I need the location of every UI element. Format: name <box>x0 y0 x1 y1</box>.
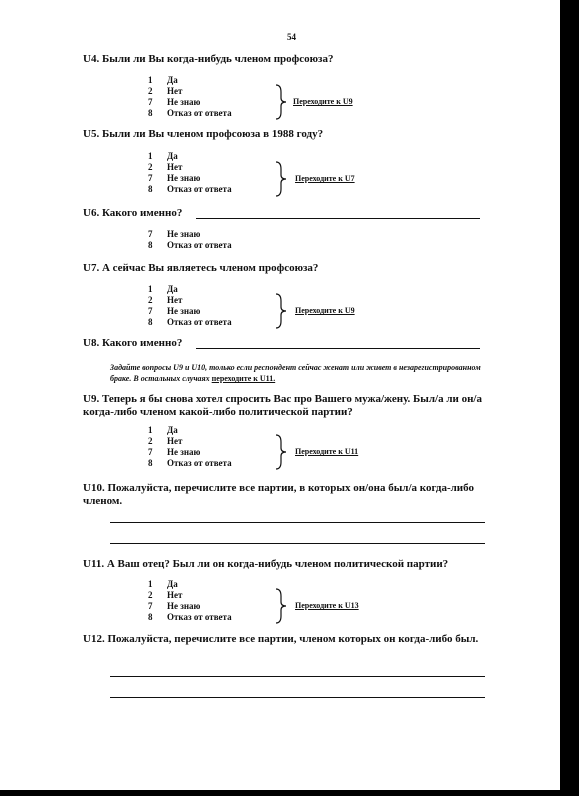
options-u6 <box>148 229 232 251</box>
interviewer-instruction: Задайте вопросы U9 и U10, только если респондент сейчас женат или живет в незарегистрированном браке. В остальных случаях переходите к U11. <box>110 363 481 383</box>
question-id: U4. <box>83 53 100 65</box>
options-u7 <box>148 284 232 328</box>
question-u10: U10. Пожалуйста, перечислите все партии, в которых он/она был/а когда-либо членом. <box>83 482 474 507</box>
answer-line-u10-1[interactable] <box>110 522 485 523</box>
answer-line-u12-1[interactable] <box>110 676 485 677</box>
option[interactable]: 8 Отказ от ответа <box>148 317 232 327</box>
option[interactable]: 1 Да <box>148 284 178 294</box>
option[interactable]: 8 Отказ от ответа <box>148 240 232 250</box>
option[interactable]: 7 Не знаю <box>148 601 201 611</box>
instruction-link: переходите к U11. <box>211 374 276 383</box>
option[interactable]: 1 Да <box>148 151 178 161</box>
option[interactable]: 7 Не знаю <box>148 447 201 457</box>
option[interactable]: 2 Нет <box>148 86 183 96</box>
question-u5: U5. Были ли Вы членом профсоюза в 1988 году? <box>83 128 324 140</box>
answer-line-u10-2[interactable] <box>110 543 485 544</box>
option[interactable]: 2 Нет <box>148 162 183 172</box>
question-u6: U6. Какого именно? <box>83 207 183 219</box>
answer-line-u6[interactable] <box>196 218 480 219</box>
question-text: Были ли Вы когда-нибудь членом профсоюза? <box>101 53 334 65</box>
option[interactable]: 7 Не знаю <box>148 97 201 107</box>
skip-instruction-u5: Переходите к U7 <box>295 174 355 183</box>
skip-instruction-u7: Переходите к U9 <box>295 306 355 315</box>
option[interactable]: 8 Отказ от ответа <box>148 612 232 622</box>
options-u5 <box>148 151 232 195</box>
question-u4 <box>83 53 333 66</box>
option[interactable]: 1 Да <box>148 579 178 589</box>
option[interactable]: 8 Отказ от ответа <box>148 184 232 194</box>
brace-icon <box>274 84 288 120</box>
skip-instruction-u9: Переходите к U11 <box>295 447 359 456</box>
option[interactable]: 1 Да <box>148 425 178 435</box>
options-u4 <box>148 75 232 119</box>
skip-instruction-u11: Переходите к U13 <box>295 601 359 610</box>
brace-icon <box>274 161 288 197</box>
answer-line-u12-2[interactable] <box>110 697 485 698</box>
brace-icon <box>274 293 288 329</box>
option[interactable]: 7 Не знаю <box>148 306 201 316</box>
option[interactable]: 7 Не знаю <box>148 173 201 183</box>
question-u12: U12. Пожалуйста, перечислите все партии, членом которых он когда-либо был. <box>83 633 479 645</box>
scan-border <box>560 0 579 796</box>
options-u11 <box>148 579 232 623</box>
question-u9: U9. Теперь я бы снова хотел спросить Вас про Вашего мужа/жену. Был/а ли он/а когда-либо членом какой-либо политической партии? <box>83 393 482 418</box>
option[interactable]: 8 Отказ от ответа <box>148 108 232 118</box>
option[interactable]: 2 Нет <box>148 295 183 305</box>
answer-line-u8[interactable] <box>196 348 480 349</box>
options-u9 <box>148 425 232 469</box>
brace-icon <box>274 434 288 470</box>
brace-icon <box>274 588 288 624</box>
question-u11: U11. А Ваш отец? Был ли он когда-нибудь членом политической партии? <box>83 558 449 570</box>
option[interactable]: 8 Отказ от ответа <box>148 458 232 468</box>
question-u8: U8. Какого именно? <box>83 337 183 349</box>
option[interactable]: 2 Нет <box>148 436 183 446</box>
option[interactable]: 1 Да <box>148 75 178 85</box>
skip-instruction-u4: Переходите к U9 <box>293 97 353 106</box>
page-number: 54 <box>287 32 296 42</box>
question-u7: U7. А сейчас Вы являетесь членом профсоюза? <box>83 262 319 274</box>
option[interactable]: 2 Нет <box>148 590 183 600</box>
option[interactable]: 7 Не знаю <box>148 229 201 239</box>
